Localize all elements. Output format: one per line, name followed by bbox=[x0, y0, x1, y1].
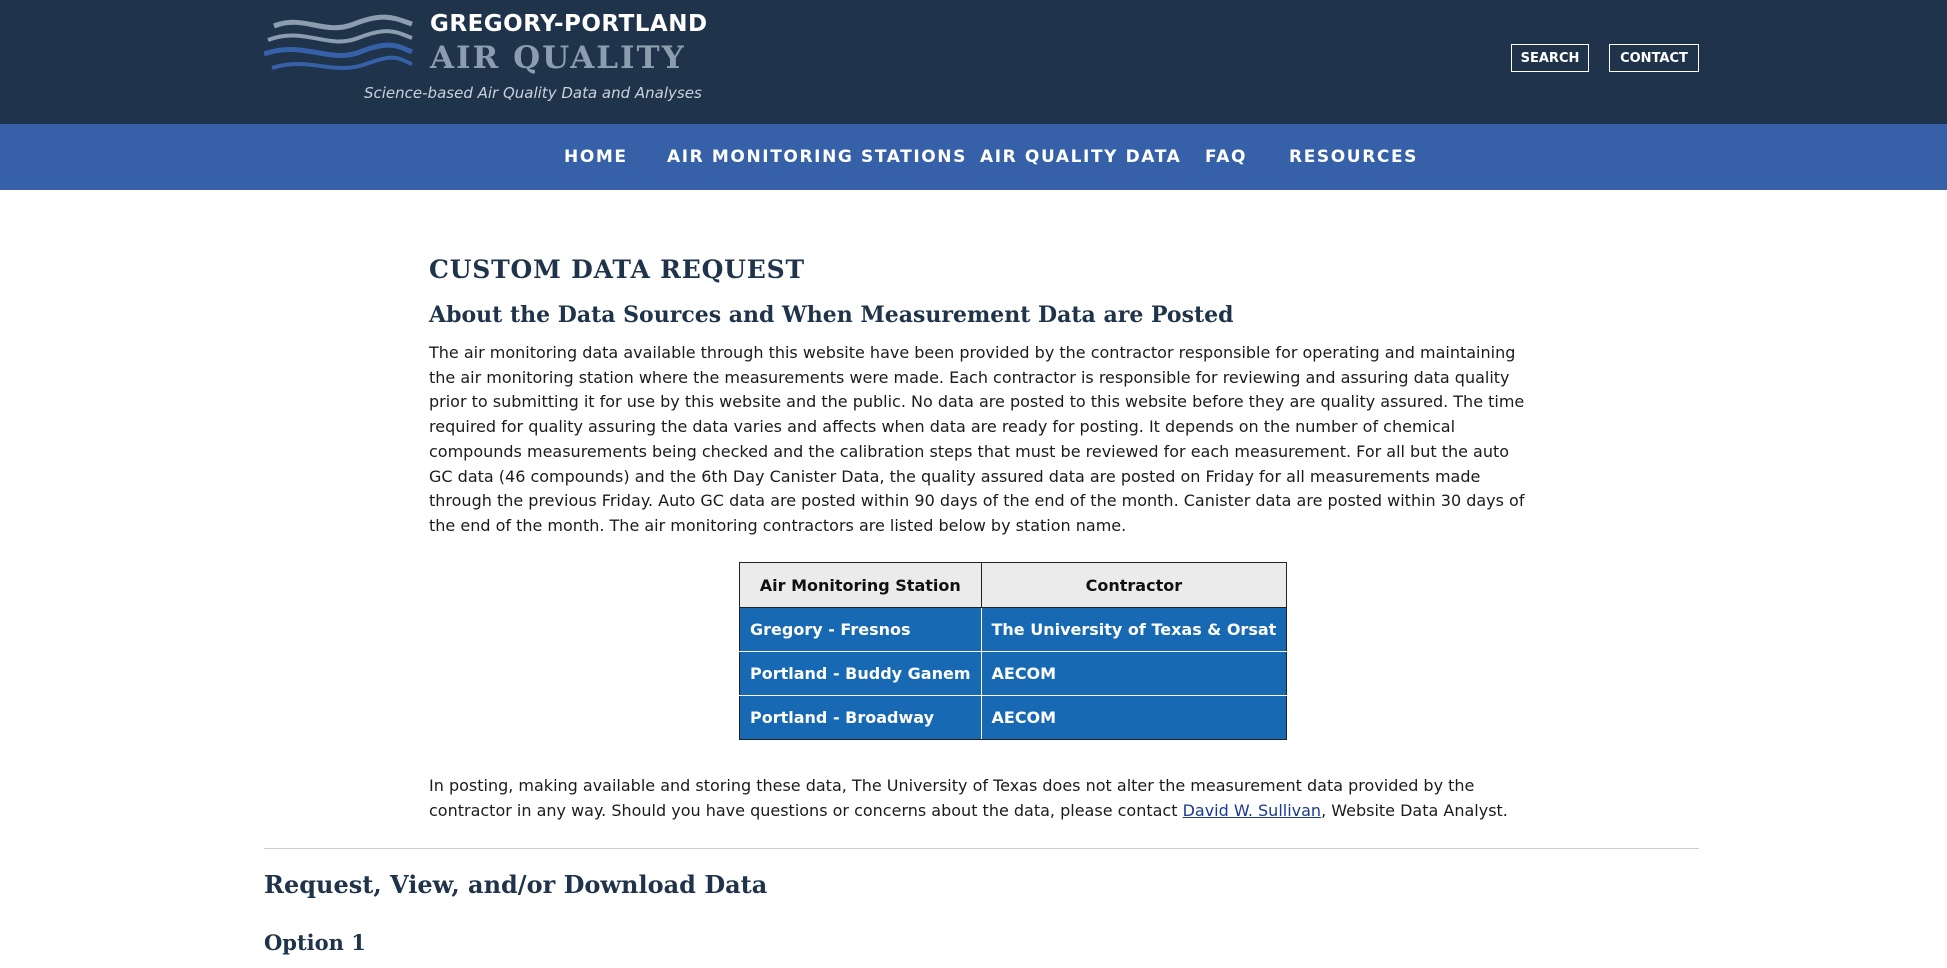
site-tagline: Science-based Air Quality Data and Analyses bbox=[364, 84, 702, 102]
search-button[interactable]: SEARCH bbox=[1511, 44, 1589, 72]
posting-paragraph bbox=[429, 774, 1529, 823]
logo-title-line1[interactable]: GREGORY-PORTLAND bbox=[430, 11, 708, 37]
table-row bbox=[740, 608, 1287, 652]
nav-item-home[interactable]: HOME bbox=[564, 147, 628, 167]
posting-text-before: In posting, making available and storing these data, The University of Texas does not alter the measurement data provided by the contractor in any way. Should you have questions or concerns about the data, please contact bbox=[429, 776, 1475, 820]
table-header-contractor: Contractor bbox=[981, 563, 1287, 608]
option-heading: Option 1 bbox=[264, 930, 366, 955]
contact-analyst-link[interactable]: David W. Sullivan bbox=[1182, 800, 1322, 820]
main-nav bbox=[0, 124, 1947, 190]
table-header-station: Air Monitoring Station bbox=[740, 563, 982, 608]
logo-title-line2[interactable]: AIR QUALITY bbox=[430, 40, 686, 76]
about-heading: About the Data Sources and When Measurement Data are Posted bbox=[429, 302, 1234, 328]
table-row bbox=[740, 652, 1287, 696]
nav-item-air-quality-data[interactable]: AIR QUALITY DATA bbox=[980, 147, 1182, 167]
nav-item-faq[interactable]: FAQ bbox=[1205, 147, 1248, 167]
site-header bbox=[0, 0, 1947, 124]
contractor-table bbox=[739, 562, 1287, 740]
request-data-heading: Request, View, and/or Download Data bbox=[264, 870, 768, 899]
section-divider bbox=[264, 848, 1699, 849]
page-title: CUSTOM DATA REQUEST bbox=[429, 255, 805, 284]
table-cell-station: Gregory - Fresnos bbox=[740, 608, 982, 652]
posting-text-after: , Website Data Analyst. bbox=[1321, 800, 1508, 820]
table-cell-station: Portland - Buddy Ganem bbox=[740, 652, 982, 696]
table-cell-contractor: AECOM bbox=[981, 696, 1287, 740]
nav-item-air-monitoring-stations[interactable]: AIR MONITORING STATIONS bbox=[667, 147, 967, 167]
logo-waves-icon bbox=[264, 14, 414, 76]
table-header-row bbox=[740, 563, 1287, 608]
table-cell-station: Portland - Broadway bbox=[740, 696, 982, 740]
table-cell-contractor: AECOM bbox=[981, 652, 1287, 696]
about-paragraph: The air monitoring data available through this website have been provided by the contractor responsible for operating and maintaining the air monitoring station where the measurements were made. Each contractor is responsible for reviewing and assuring data quality prior to submitting it for use by this website and the public. No data are posted to this website before they are quality assured. The time required for quality assuring the data varies and affects when data are ready for posting. It depends on the number of chemical compounds measurements being checked and the calibration steps that must be reviewed for each measurement. For all but the auto GC data (46 compounds) and the 6th Day Canister Data, the quality assured data are posted on Friday for all measurements made through the previous Friday. Auto GC data are posted within 90 days of the end of the month. Canister data are posted within 30 days of the end of the month. The air monitoring contractors are listed below by station name. bbox=[429, 343, 1525, 535]
table-cell-contractor: The University of Texas & Orsat bbox=[981, 608, 1287, 652]
nav-item-resources[interactable]: RESOURCES bbox=[1289, 147, 1419, 167]
contact-button[interactable]: CONTACT bbox=[1609, 44, 1699, 72]
table-row bbox=[740, 696, 1287, 740]
